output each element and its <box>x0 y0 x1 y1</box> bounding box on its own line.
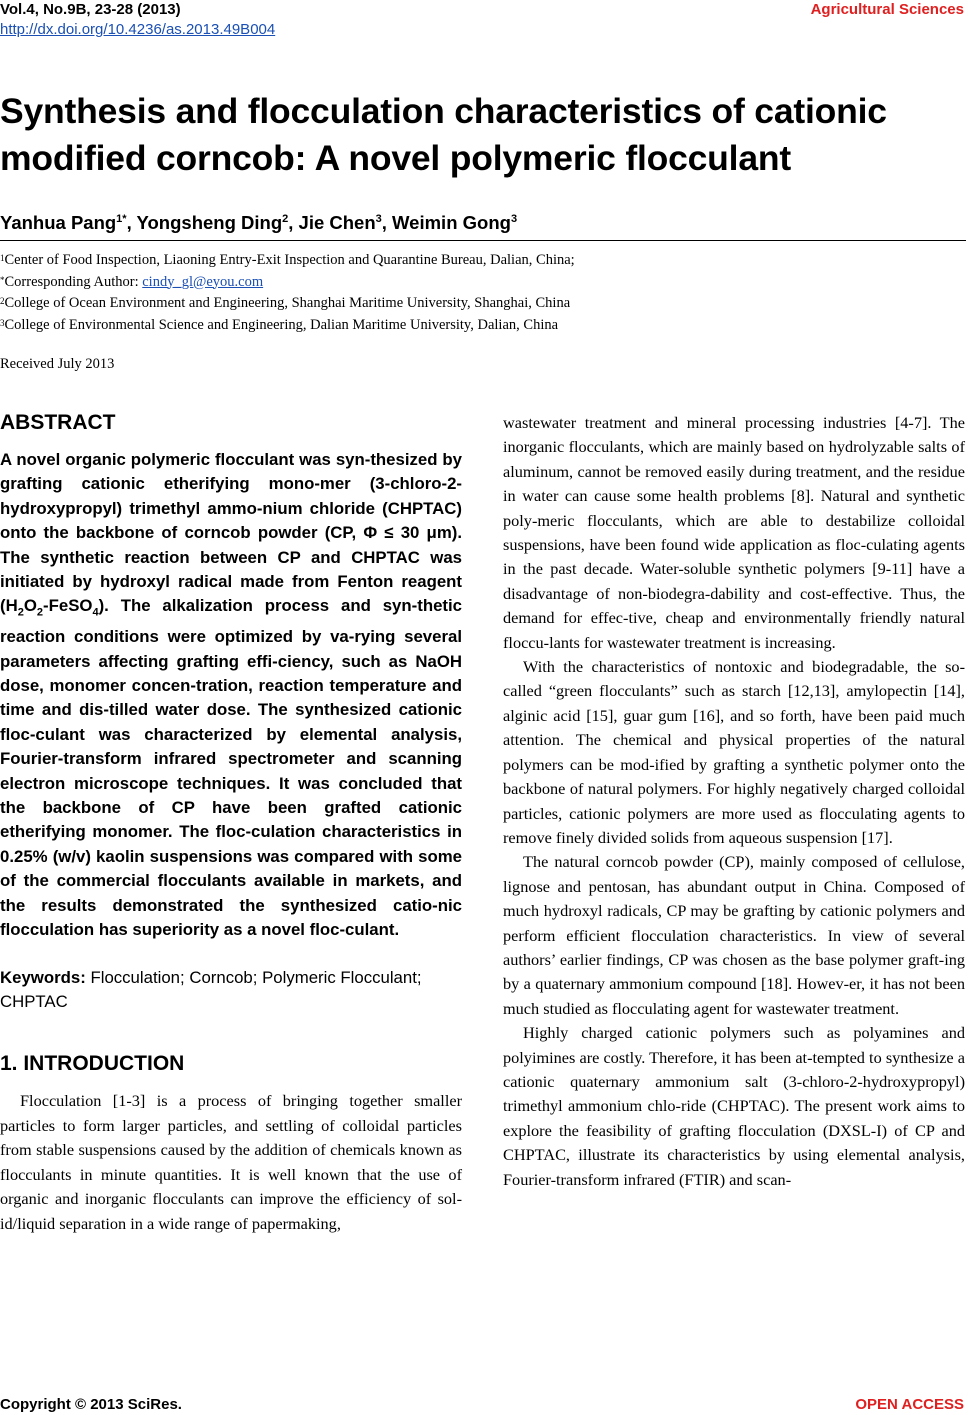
doi-link[interactable]: http://dx.doi.org/10.4236/as.2013.49B004 <box>0 21 276 38</box>
received-date: Received July 2013 <box>0 356 115 372</box>
abstract-text: ). The alkalization process and syn-thetic reaction conditions were optimized by va-rying several parameters affecting grafting effi-ciency, such as NaOH dose, monomer concen-tration, reaction temperature and time and dis-tilled water dose. The synthesized cationic floc-culant was characterized by elemental analysis, Fourier-transform infrared spectrometer and scanning electron microscope techniques. It was concluded that the backbone of CP have been grafted cationic etherifying monomer. The floc-culation characteristics in 0.25% (w/v) kaolin suspensions was compared with some of the commercial flocculants available in markets, and the results demonstrated the synthesized catio-nic flocculation has superiority as a novel floc-culant. <box>0 596 462 940</box>
corresponding-author <box>0 272 575 294</box>
subscript: 2 <box>17 606 24 619</box>
email-link[interactable]: cindy_gl@eyou.com <box>142 273 264 290</box>
introduction-heading: 1. INTRODUCTION <box>0 1052 185 1076</box>
journal-header <box>0 0 275 40</box>
title-line-1: Synthesis and flocculation characteristics of cationic <box>0 91 887 131</box>
affil-sup: * <box>0 274 5 285</box>
author-sup: 2 <box>282 213 289 225</box>
keywords-label: Keywords: <box>0 968 86 988</box>
author-name: Yongsheng Ding <box>136 212 283 233</box>
subscript: 4 <box>92 606 99 619</box>
body-paragraph-4: Highly charged cationic polymers such as polyamines and polyimines are costly. Therefore, it has been at-tempted to synthesize a cationic quaternary ammonium salt (3-chloro-2-hydroxypropyl) trimethyl ammonium chlo-ride (CHPTAC). The present work aims to explore the feasibility of grafting flocculation (DXSL-I) of CP and CHPTAC, illustrate its characteristics by using elemental analysis, Fourier-transform infrared (FTIR) and scan- <box>503 1023 965 1189</box>
author-sup: 1* <box>116 213 127 225</box>
affil-text: College of Environmental Science and Engineering, Dalian Maritime University, Dalian, China <box>4 316 559 333</box>
right-column <box>503 411 965 1192</box>
affil-sup: 3 <box>0 317 5 328</box>
abstract-text: A novel organic polymeric flocculant was syn-thesized by grafting cationic etherifying mono-mer (3-chloro-2-hydroxypropyl) trimethyl ammo-nium chloride (CHPTAC) onto the backbone of corncob powder (CP, Φ ≤ 30 μm). The synthetic reaction between CP and CHPTAC was initiated by hydroxyl radical made from Fenton reagent (H <box>0 450 462 616</box>
abstract-body <box>0 448 462 942</box>
affiliations <box>0 250 575 336</box>
abstract-text: O <box>23 596 37 616</box>
affil-sup: 2 <box>0 296 5 306</box>
intro-paragraph-1: Flocculation [1-3] is a process of bringing together smaller particles to form larger particles, and settling of colloidal particles from stable suspensions caused by the addition of chemicals known as flocculants in minute quantities. It is well known that the use of organic and inorganic flocculants can improve the efficiency of sol-id/liquid separation in a wide range of papermaking, <box>0 1091 462 1233</box>
body-paragraph-2: With the characteristics of nontoxic and biodegradable, the so-called “green flocculants” such as starch [12,13], amylopectin [14], alginic acid [15], guar gum [16], and so forth, have been paid much attention. The chemical and physical properties of the natural polymers can be mod-ified by grafting a synthetic polymer onto the backbone of natural polymers. For highly negatively charged colloidal particles, cationic polymers are more used as flocculating agents to remove finely divided solids from aqueous suspension [17]. <box>503 657 965 847</box>
paper-title <box>0 88 968 182</box>
volume-info: Vol.4, No.9B, 23-28 (2013) <box>0 1 181 18</box>
author-sup: 3 <box>375 213 382 225</box>
body-paragraph-3: The natural corncob powder (CP), mainly composed of cellulose, lignose and pentosan, has abundant output in China. Composed of much hydroxyl radicals, CP may be grafting by cationic polymers and perform efficient flocculation characteristics. In view of several authors’ earlier findings, CP was chosen as the base polymer graft-ing by a quaternary ammonium compound [18]. Howev-er, it has not been much studied as flocculating agent for wastewater treatment. <box>503 852 965 1018</box>
author-list: Yanhua Pang$^{1*}$, Yongsheng Ding$^2$, Jie Chen$^3$, Weimin Gong$^3$ <box>0 212 518 233</box>
affil-text: College of Ocean Environment and Engineering, Shanghai Maritime University, Shanghai, China <box>4 295 571 311</box>
subscript: 2 <box>36 606 44 619</box>
open-access-label: OPEN ACCESS <box>855 1396 964 1413</box>
abstract-text: -FeSO <box>43 596 93 616</box>
affiliation-2 <box>0 293 575 315</box>
title-line-2: modified corncob: A novel polymeric flocculant <box>0 138 791 178</box>
affil-sup: 1 <box>0 253 5 263</box>
keywords <box>0 966 462 1014</box>
author-sup: 3 <box>510 213 518 225</box>
abstract-heading: ABSTRACT <box>0 411 116 434</box>
affil-text: Corresponding Author: <box>4 273 143 290</box>
author-name: Yanhua Pang <box>0 212 117 233</box>
header-divider <box>0 240 966 241</box>
author-name: Weimin Gong <box>392 212 511 233</box>
keywords-text: Flocculation; Corncob; Polymeric Flocculant; CHPTAC <box>0 968 422 1012</box>
affiliation-3 <box>0 315 575 337</box>
author-name: Jie Chen <box>298 212 376 233</box>
journal-name: Agricultural Sciences <box>810 1 964 18</box>
copyright: Copyright © 2013 SciRes. <box>0 1396 182 1413</box>
left-column <box>0 408 462 1236</box>
affil-text: Center of Food Inspection, Liaoning Entry-Exit Inspection and Quarantine Bureau, Dalian, China; <box>4 252 575 268</box>
affiliation-1 <box>0 250 575 272</box>
body-paragraph-1: wastewater treatment and mineral processing industries [4-7]. The inorganic flocculants, which are mainly based on hydrolyzable salts of aluminum, cannot be removed easily during treatment, and the residue in water can cause some health problems [8]. Natural and synthetic poly-meric flocculants, which are able to destabilize colloidal suspensions, have been found wide application as floc-culating agents in the past decade. Water-soluble synthetic polymers [9-11] have a disadvantage of non-biodegra-dability and cost-effective. Thus, the demand for effec-tive, cheap and environmentally friendly natural floccu-lants for wastewater treatment is increasing. <box>503 413 965 652</box>
